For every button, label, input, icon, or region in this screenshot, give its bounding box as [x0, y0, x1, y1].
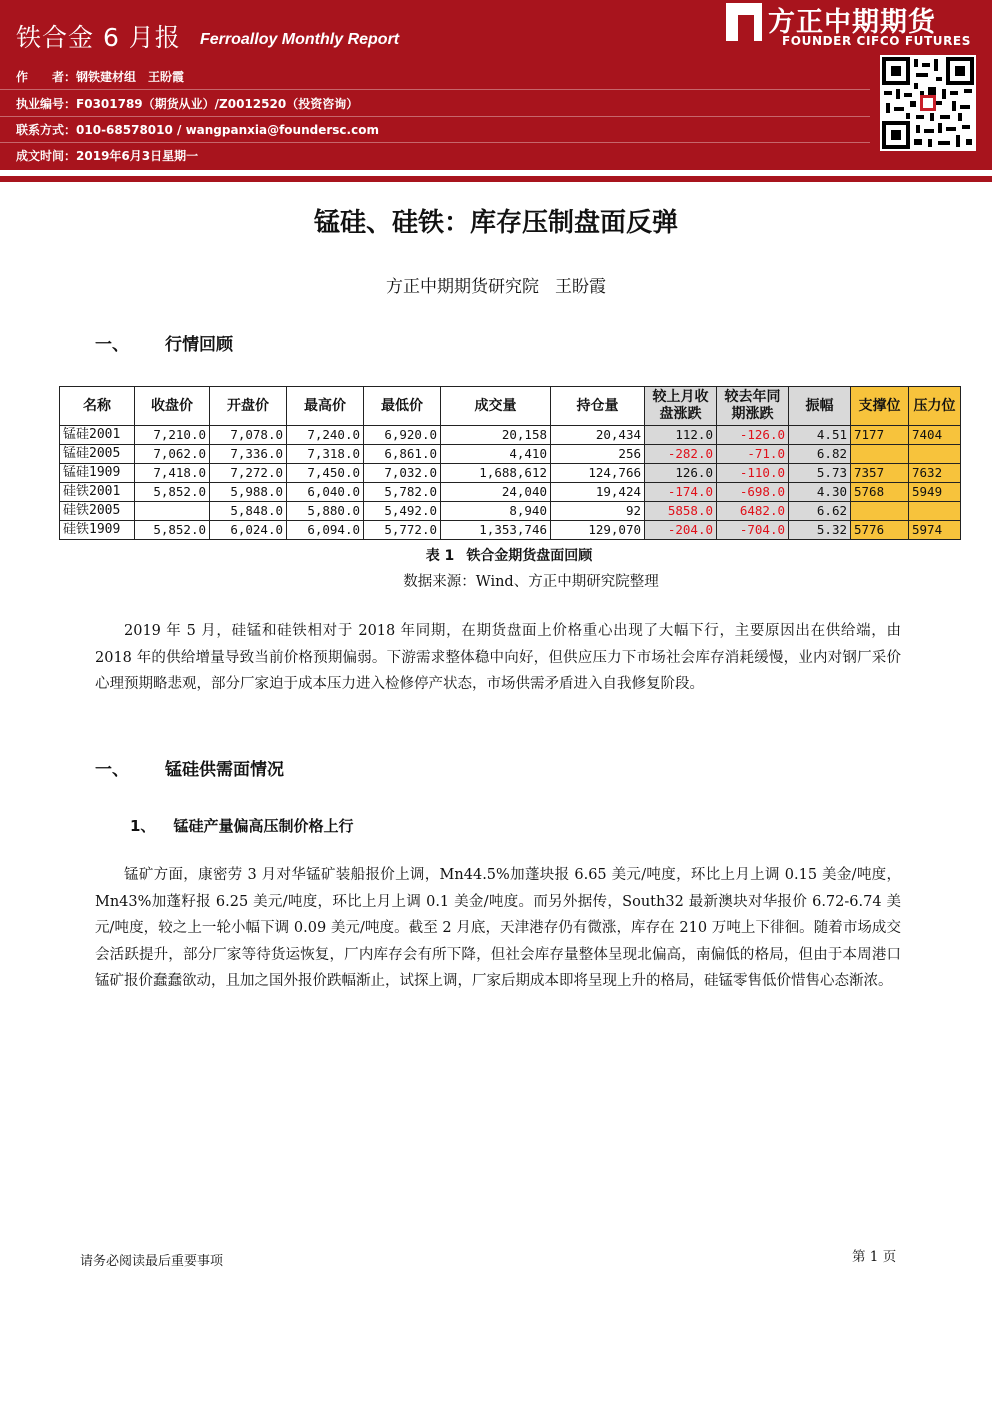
- paragraph-market-review: 2019 年 5 月，硅锰和硅铁相对于 2018 年同期，在期货盘面上价格重心出现了大幅下行，主要原因出在供给端，由 2018 年的供给增量导致当前价格预期偏弱。下游需求整体稳中向好，但供应压力下市场社会库存消耗缓慢，业内对钢厂采价心理预期略悲观，部分厂家迫于成本压力进入检修停产状态，市场供需矛盾进入自我修复阶段。: [95, 623, 901, 692]
- cell-support: 7357: [851, 464, 909, 483]
- byline-org: 方正中期期货研究院: [386, 277, 539, 297]
- cell-close: [135, 502, 210, 521]
- caption-text: 铁合金期货盘面回顾: [466, 548, 593, 564]
- cell-open: 7,336.0: [210, 445, 287, 464]
- cell-low: 5,492.0: [364, 502, 441, 521]
- table-row: [60, 464, 961, 483]
- page-suffix: 页: [882, 1249, 897, 1265]
- subsection-number: 1、: [130, 817, 156, 835]
- cell-low: 6,861.0: [364, 445, 441, 464]
- caption-number: 表 1: [425, 548, 455, 564]
- cell-open: 7,272.0: [210, 464, 287, 483]
- cell-open-interest: 124,766: [551, 464, 645, 483]
- date-line: [16, 147, 208, 164]
- col-header: 较上月收盘涨跌: [645, 387, 717, 426]
- cell-yoy-change: 6482.0: [717, 502, 789, 521]
- footer-disclaimer: 请务必阅读最后重要事项: [80, 1254, 224, 1269]
- cell-resistance: 5974: [909, 521, 961, 540]
- cell-volume: 1,688,612: [441, 464, 551, 483]
- col-header: 成交量: [441, 387, 551, 426]
- cell-open-interest: 129,070: [551, 521, 645, 540]
- report-header: [0, 0, 992, 170]
- cell-name: 硅铁1909: [60, 521, 135, 540]
- cell-resistance: [909, 502, 961, 521]
- cell-high: 7,240.0: [287, 426, 364, 445]
- cell-volume: 24,040: [441, 483, 551, 502]
- cell-high: 7,450.0: [287, 464, 364, 483]
- logo-name-en: FOUNDER CIFCO FUTURES: [782, 34, 971, 48]
- cell-yoy-change: -110.0: [717, 464, 789, 483]
- col-header: 最低价: [364, 387, 441, 426]
- cell-yoy-change: -71.0: [717, 445, 789, 464]
- header-rule-red: [0, 176, 992, 182]
- cell-mom-change: 112.0: [645, 426, 717, 445]
- cell-resistance: 7632: [909, 464, 961, 483]
- document-byline: [0, 272, 992, 297]
- col-header: 最高价: [287, 387, 364, 426]
- futures-review-table: [59, 386, 961, 540]
- cell-name: 锰硅2001: [60, 426, 135, 445]
- cell-name: 锰硅1909: [60, 464, 135, 483]
- cell-high: 6,040.0: [287, 483, 364, 502]
- col-header: 收盘价: [135, 387, 210, 426]
- cell-close: 5,852.0: [135, 483, 210, 502]
- cell-resistance: 5949: [909, 483, 961, 502]
- cell-mom-change: 126.0: [645, 464, 717, 483]
- col-header: 持仓量: [551, 387, 645, 426]
- col-header: 支撑位: [851, 387, 909, 426]
- col-header: 开盘价: [210, 387, 287, 426]
- cell-support: 7177: [851, 426, 909, 445]
- cell-amplitude: 5.73: [789, 464, 851, 483]
- header-divider: [0, 142, 870, 143]
- cell-low: 6,920.0: [364, 426, 441, 445]
- subsection-title: 锰硅产量偏高压制价格上行: [173, 817, 354, 835]
- cell-low: 5,782.0: [364, 483, 441, 502]
- table-row: [60, 445, 961, 464]
- cell-low: 7,032.0: [364, 464, 441, 483]
- table-row: [60, 426, 961, 445]
- page-number: [852, 1245, 896, 1265]
- cell-open-interest: 20,434: [551, 426, 645, 445]
- author-value: 钢铁建材组 王盼霞: [76, 70, 185, 84]
- contact-label: 联系方式：: [16, 123, 77, 137]
- col-header: 较去年同期涨跌: [717, 387, 789, 426]
- cell-yoy-change: -704.0: [717, 521, 789, 540]
- section-title: 行情回顾: [165, 335, 233, 355]
- section-title: 锰硅供需面情况: [165, 760, 284, 780]
- table-caption: [0, 545, 992, 565]
- cell-high: 7,318.0: [287, 445, 364, 464]
- cell-open-interest: 92: [551, 502, 645, 521]
- col-header: 名称: [60, 387, 135, 426]
- table-row: [60, 521, 961, 540]
- cell-yoy-change: -126.0: [717, 426, 789, 445]
- founder-logo-icon: [726, 3, 762, 41]
- date-label: 成文时间：: [16, 149, 77, 163]
- cell-open-interest: 19,424: [551, 483, 645, 502]
- cell-mom-change: -204.0: [645, 521, 717, 540]
- cell-high: 6,094.0: [287, 521, 364, 540]
- cell-amplitude: 5.32: [789, 521, 851, 540]
- qr-code-icon: [880, 55, 976, 151]
- author-label: 作 者：: [16, 70, 77, 84]
- header-divider: [0, 89, 870, 90]
- cell-close: 7,210.0: [135, 426, 210, 445]
- cell-mom-change: 5858.0: [645, 502, 717, 521]
- cell-amplitude: 4.30: [789, 483, 851, 502]
- cell-close: 7,062.0: [135, 445, 210, 464]
- byline-author: 王盼霞: [555, 277, 606, 297]
- cell-volume: 1,353,746: [441, 521, 551, 540]
- cell-support: 5768: [851, 483, 909, 502]
- table-source: 数据来源：Wind、方正中期研究院整理: [403, 574, 659, 590]
- date-value: 2019年6月3日星期一: [76, 149, 199, 163]
- cell-low: 5,772.0: [364, 521, 441, 540]
- cell-volume: 4,410: [441, 445, 551, 464]
- cell-name: 硅铁2005: [60, 502, 135, 521]
- cell-yoy-change: -698.0: [717, 483, 789, 502]
- cell-support: [851, 445, 909, 464]
- license-line: [16, 95, 368, 112]
- license-value: F0301789（期货从业）/Z0012520（投资咨询）: [76, 97, 359, 111]
- cell-amplitude: 4.51: [789, 426, 851, 445]
- contact-value: 010-68578010 / wangpanxia@foundersc.com: [76, 123, 379, 137]
- cell-resistance: 7404: [909, 426, 961, 445]
- table-row: [60, 502, 961, 521]
- contact-line: [16, 121, 389, 138]
- page-prefix: 第: [852, 1249, 866, 1265]
- cell-high: 5,880.0: [287, 502, 364, 521]
- col-header: 振幅: [789, 387, 851, 426]
- cell-open: 6,024.0: [210, 521, 287, 540]
- report-subtitle: Ferroalloy Monthly Report: [200, 31, 400, 48]
- cell-volume: 20,158: [441, 426, 551, 445]
- cell-support: [851, 502, 909, 521]
- logo-name-cn: 方正中期期货: [768, 7, 936, 38]
- cell-open: 7,078.0: [210, 426, 287, 445]
- cell-open-interest: 256: [551, 445, 645, 464]
- cell-mom-change: -174.0: [645, 483, 717, 502]
- header-divider: [0, 116, 870, 117]
- report-title: 铁合金 6 月报: [16, 23, 181, 52]
- col-header: 压力位: [909, 387, 961, 426]
- cell-close: 7,418.0: [135, 464, 210, 483]
- cell-open: 5,988.0: [210, 483, 287, 502]
- section-number: 一、: [95, 335, 129, 355]
- cell-resistance: [909, 445, 961, 464]
- section-number: 一、: [95, 760, 129, 780]
- cell-name: 硅铁2001: [60, 483, 135, 502]
- cell-close: 5,852.0: [135, 521, 210, 540]
- table-header-row: [60, 387, 961, 426]
- cell-open: 5,848.0: [210, 502, 287, 521]
- subsection-heading: [130, 815, 353, 836]
- cell-name: 锰硅2005: [60, 445, 135, 464]
- cell-support: 5776: [851, 521, 909, 540]
- table-row: [60, 483, 961, 502]
- cell-amplitude: 6.62: [789, 502, 851, 521]
- document-title: 锰硅、硅铁：库存压制盘面反弹: [313, 208, 678, 238]
- license-label: 执业编号：: [16, 97, 77, 111]
- cell-mom-change: -282.0: [645, 445, 717, 464]
- page-num: 1: [869, 1249, 879, 1265]
- cell-volume: 8,940: [441, 502, 551, 521]
- paragraph-manganese-ore: 锰矿方面，康密劳 3 月对华锰矿装船报价上调，Mn44.5%加蓬块报 6.65 美元/吨度，环比上月上调 0.15 美金/吨度，Mn43%加蓬籽报 6.25 美元/吨度，环比上月上调 0.1 美金/吨度。而另外据传，South32 最新澳块对华报价 6.72-6.74 美元/吨度，较之上一轮小幅下调 0.09 美元/吨度。截至 2 月底，天津港存仍有微涨，库存在 210 万吨上下徘徊。随着市场成交会活跃提升，部分厂家等待货运恢复，厂内库存会有所下降，但社会库存量整体呈现北偏高，南偏低的格局，但由于本周港口锰矿报价蠢蠢欲动，且加之国外报价跌幅渐止，试探上调，厂家后期成本即将呈现上升的格局，硅锰零售低价惜售心态渐浓。: [95, 867, 901, 989]
- author-line: [16, 68, 194, 85]
- cell-amplitude: 6.82: [789, 445, 851, 464]
